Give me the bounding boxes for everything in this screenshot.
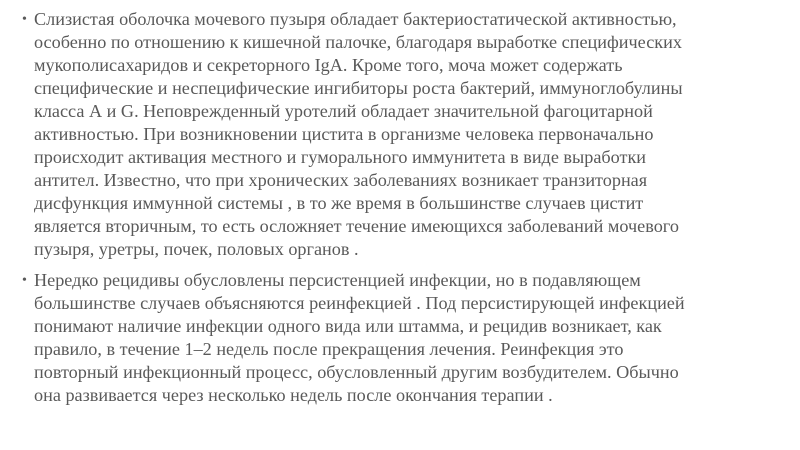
bullet-icon: •	[22, 12, 27, 27]
bullet-item	[22, 269, 782, 407]
bullet-item	[22, 8, 782, 261]
bullet-icon: •	[22, 273, 27, 288]
bullet-list	[22, 8, 782, 407]
paragraph-text: Нередко рецидивы обусловлены персистенцией инфекции, но в подавляющем большинстве случаев объясняются реинфекцией . Под персистирующей инфекцией понимают наличие инфекции одного вида или штамма, и рецидив возникает, как правило, в течение 1–2 недель после прекращения лечения. Реинфекция это повторный инфекционный процесс, обусловленный другим возбудителем. Обычно она развивается через несколько недель после окончания терапии .	[34, 270, 685, 405]
paragraph-text: Слизистая оболочка мочевого пузыря обладает бактериостатической активностью, особенно по отношению к кишечной палочке, благодаря выработке специфических мукополисахаридов и секреторного IgA. Кроме того, моча может содержать специфические и неспецифические ингибиторы роста бактерий, иммуноглобулины класса А и G. Неповрежденный уротелий обладает значительной фагоцитарной активностью. При возникновении цистита в организме человека первоначально происходит активация местного и гуморального иммунитета в виде выработки антител. Известно, что при хронических заболеваниях возникает транзиторная дисфункция иммунной системы , в то же время в большинстве случаев цистит является вторичным, то есть осложняет течение имеющихся заболеваний мочевого пузыря, уретры, почек, половых органов .	[34, 9, 683, 259]
